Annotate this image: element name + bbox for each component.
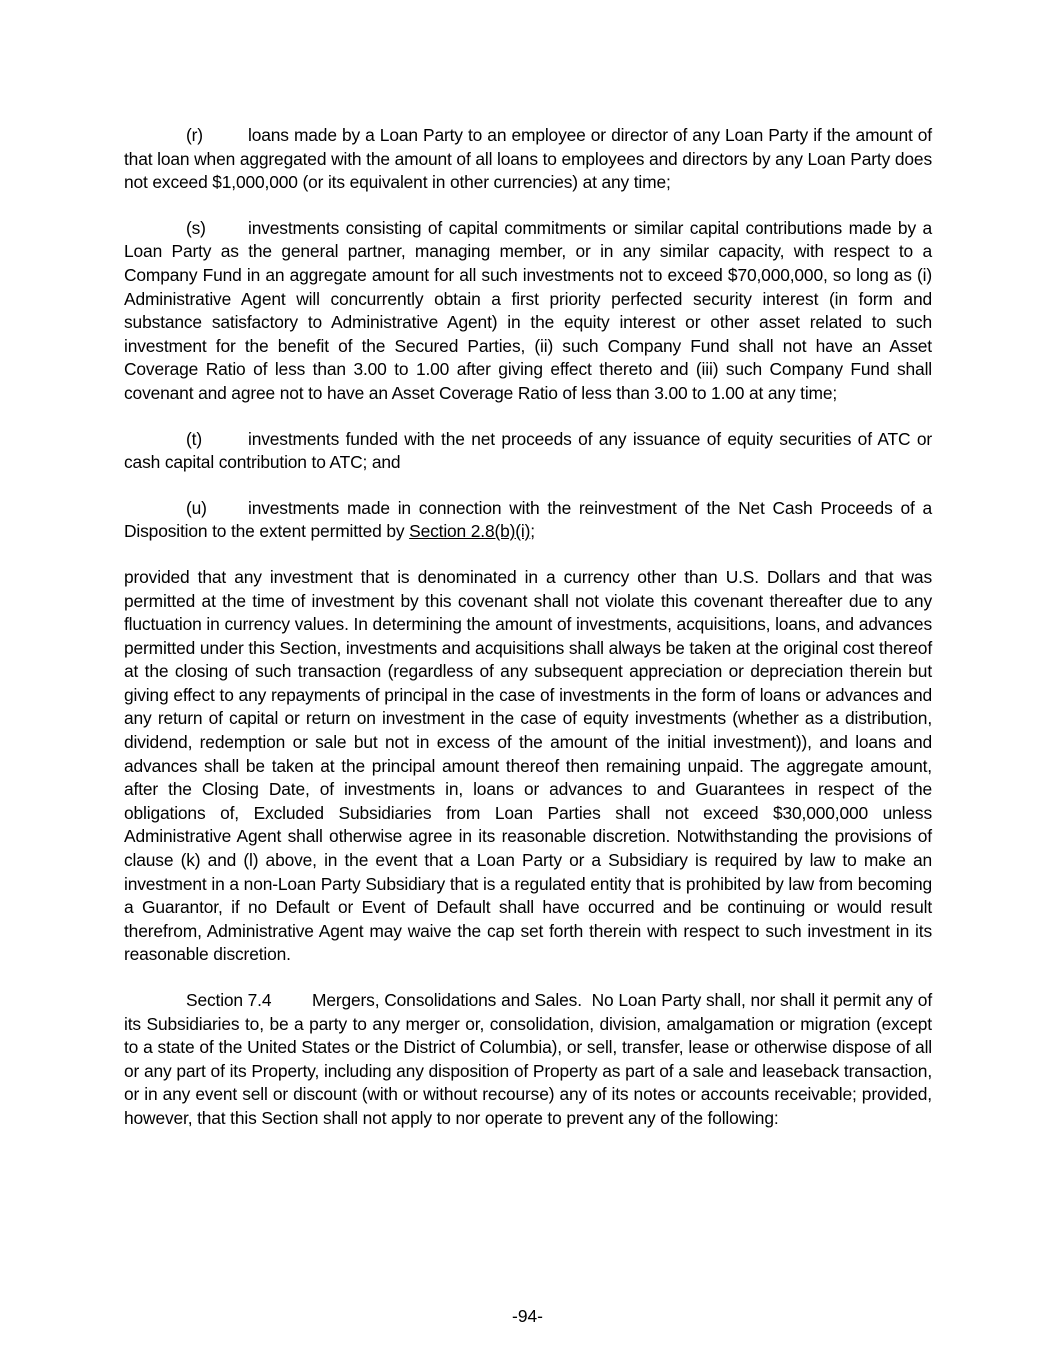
section-7-4: [124, 989, 932, 1131]
page-number: -94-: [512, 1306, 543, 1326]
clause-text-end: ;: [530, 521, 535, 542]
clause-text: investments funded with the net proceeds of any issuance of equity securities of ATC or cash capital contribution to ATC; and: [124, 428, 932, 473]
clause-text: investments consisting of capital commitments or similar capital contributions made by a Loan Party as the general partner, managing member, or in any similar capacity, with respect to a Company Fund in an aggregate amount for all such investments not to exceed $70,000,000, so long as (i) Administrative Agent will concurrently obtain a first priority perfected security interest (in form and substance satisfactory to Administrative Agent) in the equity interest or other asset related to such investment for the benefit of the Secured Parties, (ii) such Company Fund shall not have an Asset Coverage Ratio of less than 3.00 to 1.00 after giving effect thereto and (iii) such Company Fund shall covenant and agree not to have an Asset Coverage Ratio of less than 3.00 to 1.00 at any time;: [124, 217, 932, 403]
clause-r: [124, 124, 932, 195]
clause-text: loans made by a Loan Party to an employee or director of any Loan Party if the amount of that loan when aggregated with the amount of all loans to employees and directors by any Loan Party does not exceed $1,000,000 (or its equivalent in other currencies) at any time;: [124, 125, 932, 193]
section-text: No Loan Party shall, nor shall it permit any of its Subsidiaries to, be a party to any merger or, consolidation, division, amalgamation or migration (except to a state of the United States or the District of Columbia), or sell, transfer, lease or otherwise dispose of all or any part of its Property, including any disposition of Property as part of a sale and leaseback transaction, or in any event sell or discount (with or without recourse) any of its notes or accounts receivable; provided, however, that this Section shall not apply to nor operate to prevent any of the following:: [124, 990, 932, 1128]
clause-u: [124, 497, 932, 544]
proviso-paragraph: provided that any investment that is denominated in a currency other than U.S. Dollars and that was permitted at the time of investment by this covenant shall not violate this covenant thereafter due to any fluctuation in currency values. In determining the amount of investments, acquisitions, loans, and advances permitted under this Section, investments and acquisitions shall always be taken at the original cost thereof at the closing of such transaction (regardless of any subsequent appreciation or depreciation therein but giving effect to any repayments of principal in the case of investments in the form of loans or advances and any return of capital or return on investment in the case of equity investments (whether as a distribution, dividend, redemption or sale but not in excess of the amount of the initial investment)), and loans and advances shall be taken at the principal amount thereof then remaining unpaid. The aggregate amount, after the Closing Date, of investments in, loans or advances to and Guarantees in respect of the obligations of, Excluded Subsidiaries from Loan Parties shall not exceed $30,000,000 unless Administrative Agent shall otherwise agree in its reasonable discretion. Notwithstanding the provisions of clause (k) and (l) above, in the event that a Loan Party or a Subsidiary is required by law to make an investment in a non-Loan Party Subsidiary that is a regulated entity that is prohibited by law from becoming a Guarantor, if no Default or Event of Default shall have occurred and be continuing or would result therefrom, Administrative Agent may waive the cap set forth therein with respect to such investment in its reasonable discretion.: [124, 566, 932, 965]
clause-label: (u): [186, 497, 207, 518]
clause-label: (t): [186, 428, 202, 449]
clause-s: [124, 217, 932, 406]
clause-label: (r): [186, 125, 203, 145]
document-page: [124, 124, 932, 1153]
section-heading: Mergers, Consolidations and Sales.: [312, 990, 582, 1010]
section-cross-reference: Section 2.8(b)(i): [409, 521, 531, 542]
clause-text: investments made in connection with the reinvestment of the Net Cash Proceeds of a Disposition to the extent permitted by: [124, 497, 932, 542]
section-number: Section 7.4: [186, 990, 272, 1010]
clause-label: (s): [186, 217, 206, 238]
clause-t: [124, 428, 932, 475]
